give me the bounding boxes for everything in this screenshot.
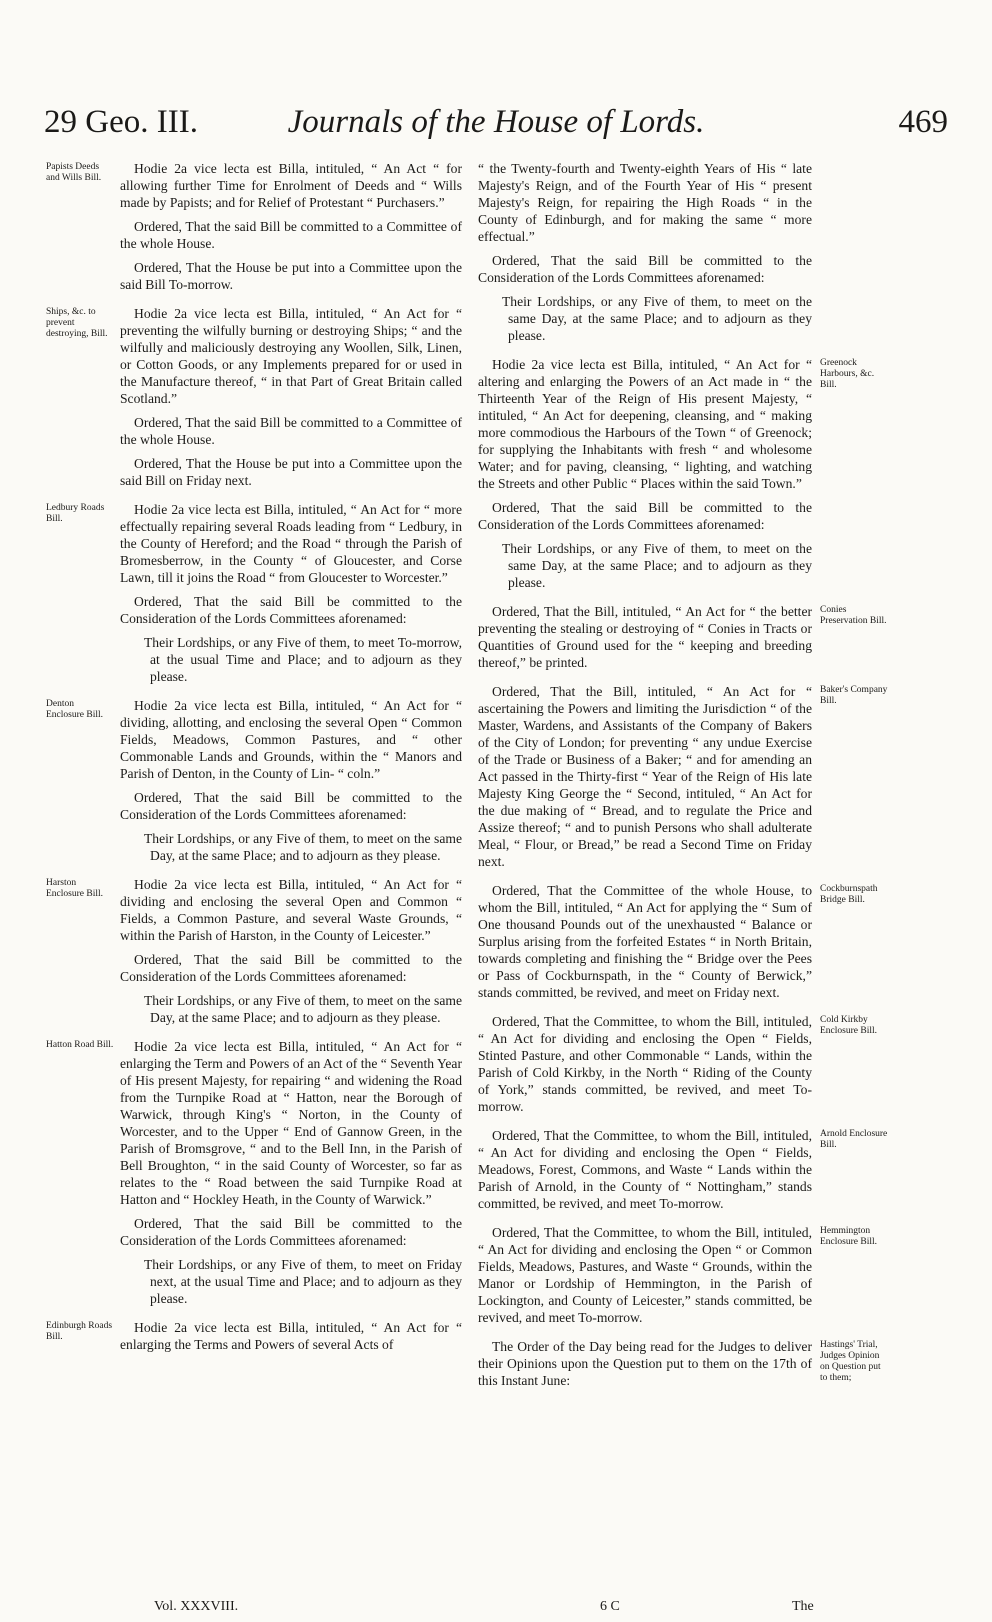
margin-note: Baker's Company Bill. [820,685,888,706]
margin-note: Hastings' Trial, Judges Opinion on Question put to them; [820,1340,881,1383]
margin-note: Conies Preservation Bill. [820,605,887,626]
entry-paragraph: Ordered, That the said Bill be committed to the Consideration of the Lords Committees aforenamed: [120,790,462,822]
left-column [46,160,462,1365]
entry [46,876,462,1026]
page-header [0,104,992,152]
margin-note: Cold Kirkby Enclosure Bill. [820,1015,877,1036]
margin-note: Hemmington Enclosure Bill. [820,1226,877,1247]
entry-paragraph: Hodie 2a vice lecta est Billa, intituled, “ An Act for “ more effectually repairing several Roads leading from “ Ledbury, in the County of Hereford; and the Road “ through the Parish of Bromesberrow, in the County “ of Gloucester, and Corse Lawn, till it joins the Road “ from Gloucester to Worcester.” [120,502,462,585]
regnal-year: 29 Geo. III. [44,104,198,140]
entry-paragraph: Ordered, That the Committee, to whom the Bill, intituled, “ An Act for dividing and enclosing the Open “ or Common Fields, Meadows, Pastures, and Waste “ Grounds, within the Manor or Lordship of Hemmington, in the Parish of Lockington, and County of Leicester,” stands committed, be revived, and meet To-morrow. [478,1225,812,1325]
entry-paragraph: Ordered, That the said Bill be committed to a Committee of the whole House. [120,415,462,447]
margin-note: Harston Enclosure Bill. [46,878,103,899]
entry-paragraph: Ordered, That the said Bill be committed to the Consideration of the Lords Committees aforenamed: [120,1216,462,1248]
entry [478,1224,877,1326]
journal-title: Journals of the House of Lords. [287,104,705,140]
entry [46,501,462,685]
volume-number: Vol. XXXVIII. [154,1599,239,1614]
margin-note: Edinburgh Roads Bill. [46,1321,113,1342]
margin-note: Papists Deeds and Wills Bill. [46,162,102,183]
entry-paragraph: Ordered, That the Committee, to whom the Bill, intituled, “ An Act for dividing and enclosing the Open “ Fields, Stinted Pasture, and other Commonable “ Lands, within the Parish of Cold Kirkby, in the North “ Riding of the County of York,” stands committed, be revived, and meet To-morrow. [478,1014,812,1114]
entry [46,305,462,489]
right-column [478,160,888,1401]
entry-paragraph: Hodie 2a vice lecta est Billa, intituled, “ An Act for “ enlarging the Term and Powers of an Act of the “ Seventh Year of His present Majesty, for repairing “ and widening the Road from the Turnpike Road at “ Hatton, near the Borough of Warwick, through King's “ Norton, in the County of Worcester, and to the Upper “ End of Gannow Green, in the Parish of Bromsgrove, “ and to the Bell Inn, in the Parish of Bell Broughton, “ in the said County of Worcester, so far as relates to the “ Road between the said Turnpike Road at Hatton and “ Hockley Heath, in the County of Warwick.” [120,1039,462,1207]
entry-paragraph: Ordered, That the said Bill be committed to a Committee of the whole House. [120,219,462,251]
entry [478,356,875,591]
margin-note: Hatton Road Bill. [46,1040,114,1050]
entry-paragraph: Ordered, That the House be put into a Committee upon the said Bill on Friday next. [120,456,462,488]
margin-note: Denton Enclosure Bill. [46,699,103,720]
entry-paragraph: Hodie 2a vice lecta est Billa, intituled, “ An Act for “ dividing and enclosing the several Open and Common “ Fields, a Common Pasture, and several Waste Grounds, “ within the Parish of Harston, in the County of Leicester.” [120,877,462,943]
entry [478,683,888,870]
catchword: The [792,1599,814,1614]
entry-paragraph: Hodie 2a vice lecta est Billa, intituled, “ An Act for “ dividing, allotting, and enclosing the several Open “ Common Fields, Meadows, Common Pastures, and “ other Commonable Lands and Grounds, within the “ Manors and Parish of Denton, in the County of Lin- “ coln.” [120,698,462,781]
margin-note: Greenock Harbours, &c. Bill. [820,358,875,390]
entry [478,1013,877,1115]
entry-paragraph: Ordered, That the said Bill be committed to the Consideration of the Lords Committees aforenamed: [120,594,462,626]
margin-note: Arnold Enclosure Bill. [820,1129,888,1150]
entry-paragraph: Hodie 2a vice lecta est Billa, intituled, “ An Act “ for allowing further Time for Enrolment of Deeds and “ Wills made by Papists; and for Relief of Protestant “ Purchasers.” [120,161,462,210]
entry-paragraph: Ordered, That the Committee of the whole House, to whom the Bill, intituled, “ An Act for applying the “ Sum of One thousand Pounds out of the unexhausted “ Balance or Surplus arising from the forfeited Estates “ in North Britain, towards completing and finishing the “ Bridge over the Pees or Pass of Cockburnspath, in the “ County of Berwick,” stands committed, be revived, and meet on Friday next. [478,883,812,1000]
entry-paragraph: Ordered, That the Committee, to whom the Bill, intituled, “ An Act for dividing and enclosing the Open “ Fields, Meadows, Forest, Commons, and Waste “ Lands within the Parish of Arnold, in the County of “ Nottingham,” stands committed, be revived, and meet To-morrow. [478,1128,812,1211]
entry [46,1319,462,1353]
entry [478,603,887,671]
meeting-instruction: Their Lordships, or any Five of them, to meet on the same Day, at the same Place; and to adjourn as they please. [144,831,462,863]
meeting-instruction: Their Lordships, or any Five of them, to meet on Friday next, at the usual Time and Place; and to adjourn as they please. [144,1257,462,1306]
entry-paragraph: Hodie 2a vice lecta est Billa, intituled, “ An Act for “ preventing the wilfully burning or destroying Ships; “ and the wilfully and maliciously destroying any Woollen, Silk, Linen, or Cotton Goods, or any Implements prepared for or used in the Manufacture thereof, “ in that Part of Great Britain called Scotland.” [120,306,462,406]
entry-paragraph: Ordered, That the said Bill be committed to the Consideration of the Lords Committees aforenamed: [478,500,812,532]
entry [478,160,812,344]
entry [478,1338,881,1389]
entry-paragraph: Hodie 2a vice lecta est Billa, intituled, “ An Act for “ altering and enlarging the Powers of an Act made in “ the Thirteenth Year of the Reign of His present Majesty, “ intituled, “ An Act for deepening, cleansing, and “ making more commodious the Harbours of the Town “ of Greenock; for supplying the Inhabitants with fresh “ and wholesome Water; and for paving, cleansing, “ lighting, and watching the Streets and other Public “ Places within the said Town.” [478,357,812,491]
margin-note: Ledbury Roads Bill. [46,503,105,524]
entry-paragraph: “ the Twenty-fourth and Twenty-eighth Years of His “ late Majesty's Reign, and of the Fourth Year of His “ present Majesty's Reign, for repairing the High Roads “ in the County of Edinburgh, and for making the same “ more effectual.” [478,161,812,244]
entry [46,1038,462,1307]
entry-paragraph: Ordered, That the said Bill be committed to the Consideration of the Lords Committees aforenamed: [120,952,462,984]
signature-mark: 6 C [600,1599,620,1614]
entry-paragraph: Ordered, That the said Bill be committed to the Consideration of the Lords Committees aforenamed: [478,253,812,285]
meeting-instruction: Their Lordships, or any Five of them, to meet on the same Day, at the same Place; and to adjourn as they please. [502,294,812,343]
margin-note: Ships, &c. to prevent destroying, Bill. [46,307,108,339]
entry [46,697,462,864]
margin-note: Cockburnspath Bridge Bill. [820,884,878,905]
entry-paragraph: Ordered, That the Bill, intituled, “ An Act for “ ascertaining the Powers and limiting the Jurisdiction “ of the Master, Wardens, and Assistants of the Company of Bakers of the City of London; for preventing “ any undue Exercise of the Trade or Business of a Baker; “ and for amending an Act passed in the Thirty-first “ Year of the Reign of His late Majesty King George the “ Second, intituled, “ An Act for the due making of “ Bread, and to regulate the Price and Assize thereof; “ and to punish Persons who shall adulterate Meal, “ Flour, or Bread,” be read a Second Time on Friday next. [478,684,812,869]
page-number: 469 [898,104,948,140]
entry-paragraph: The Order of the Day being read for the Judges to deliver their Opinions upon the Question put to them on the 17th of this Instant June: [478,1339,812,1388]
entry-paragraph: Hodie 2a vice lecta est Billa, intituled, “ An Act for “ enlarging the Terms and Powers of several Acts of [120,1320,462,1352]
meeting-instruction: Their Lordships, or any Five of them, to meet To-morrow, at the usual Time and Place; and to adjourn as they please. [144,635,462,684]
entry [478,882,878,1001]
entry-paragraph: Ordered, That the House be put into a Committee upon the said Bill To-morrow. [120,260,462,292]
entry [46,160,462,293]
meeting-instruction: Their Lordships, or any Five of them, to meet on the same Day, at the same Place; and to adjourn as they please. [502,541,812,590]
entry [478,1127,888,1212]
entry-paragraph: Ordered, That the Bill, intituled, “ An Act for “ the better preventing the stealing or destroying of “ Conies in Tracts or Quantities of Ground used for the “ keeping and breeding thereof,” be printed. [478,604,812,670]
meeting-instruction: Their Lordships, or any Five of them, to meet on the same Day, at the same Place; and to adjourn as they please. [144,993,462,1025]
